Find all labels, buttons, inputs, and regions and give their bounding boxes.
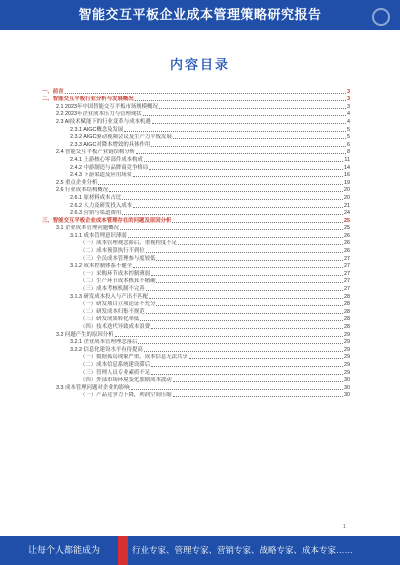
toc-leader-dots [133,176,343,177]
toc-entry[interactable] [42,270,350,278]
toc-entry-page: 27 [344,263,350,270]
table-of-contents [42,88,350,399]
toc-entry[interactable] [42,377,350,385]
toc-entry[interactable] [42,111,350,119]
toc-entry[interactable] [42,202,350,210]
toc-entry[interactable] [42,172,350,180]
toc-entry-page: 21 [344,202,350,209]
toc-entry-page: 28 [344,316,350,323]
report-footer [0,536,400,565]
toc-entry[interactable] [42,232,350,240]
toc-entry-label: 2.3.1 AIGC概念及发展 [70,126,124,133]
toc-entry-label: （三）全员成本管理参与度较低 [80,255,156,262]
report-header [0,0,400,30]
toc-entry-label: 2.1 2023年中国智能交互平板市场规模概况 [56,103,158,110]
toc-leader-dots [173,381,343,382]
toc-entry-label: 3.3 成本管理问题对企业的影响 [56,384,130,391]
toc-entry-page: 27 [344,286,350,293]
toc-entry[interactable] [42,118,350,126]
toc-entry-page: 29 [344,339,350,346]
toc-entry-page: 29 [344,354,350,361]
toc-entry[interactable] [42,156,350,164]
toc-entry[interactable] [42,278,350,286]
toc-entry-label: （一）成本管理观念滞后，重视程度不足 [80,240,178,247]
toc-entry-page: 4 [347,118,350,125]
toc-leader-dots [143,115,346,116]
toc-leader-dots [156,282,343,283]
toc-entry-label: （二）成本信息系统建设滞后 [80,361,151,368]
toc-entry-label: 2.4.1 上游核心零部件成本构成 [70,156,143,163]
toc-entry-label: 3.2 问题产生的原因分析 [56,331,114,338]
toc-leader-dots [98,184,343,185]
toc-entry-page: 24 [344,210,350,217]
toc-entry-label: 2.3 AI技术赋能下的行业变革与成本机遇 [56,118,151,125]
toc-entry-label: 一、前言 [42,88,64,95]
toc-entry-page: 27 [344,255,350,262]
toc-entry[interactable] [42,263,350,271]
toc-leader-dots [131,389,343,390]
toc-entry-label: 2.6.2 人力及研发投入成本 [70,202,133,209]
toc-entry[interactable] [42,88,350,96]
toc-leader-dots [151,146,346,147]
toc-leader-dots [140,320,343,321]
toc-entry-page: 3 [347,96,350,103]
toc-leader-dots [173,138,346,139]
toc-leader-dots [159,108,346,109]
toc-entry-page: 25 [344,217,350,224]
toc-entry-page: 26 [344,232,350,239]
toc-entry[interactable] [42,323,350,331]
toc-leader-dots [144,351,343,352]
toc-entry[interactable] [42,255,350,263]
toc-entry[interactable] [42,354,350,362]
toc-leader-dots [128,237,343,238]
toc-leader-dots [151,374,343,375]
toc-entry-page: 16 [344,172,350,179]
toc-leader-dots [152,123,346,124]
toc-entry-page: 3 [347,103,350,110]
toc-entry[interactable] [42,134,350,142]
toc-entry-page: 6 [347,141,350,148]
toc-entry-page: 5 [347,134,350,141]
toc-leader-dots [149,169,343,170]
toc-leader-dots [189,358,343,359]
toc-entry[interactable] [42,361,350,369]
toc-entry[interactable] [42,179,350,187]
toc-entry-label: （二）研发成本归集不规范 [80,308,145,315]
toc-entry-page: 8 [347,149,350,156]
toc-leader-dots [151,328,343,329]
toc-entry-label: 2.6.3 营销与渠道费用 [70,210,122,217]
toc-entry-page: 27 [344,270,350,277]
footer-tagline: 行业专家、管理专家、营销专家、战略专家、成本专家…… [132,545,354,555]
toc-entry[interactable] [42,285,350,293]
toc-entry-page: 29 [344,361,350,368]
toc-entry-page: 30 [344,392,350,399]
toc-leader-dots [115,336,343,337]
toc-entry[interactable] [42,96,350,104]
toc-leader-dots [136,153,346,154]
toc-entry[interactable] [42,331,350,339]
toc-entry-label: 2.2 2023年企业成本压力与管理现状 [56,111,142,118]
toc-leader-dots [144,161,344,162]
toc-entry-page: 27 [344,278,350,285]
toc-entry[interactable] [42,339,350,347]
toc-leader-dots [156,260,343,261]
toc-entry-label: （二）生产环节成本核算不精确 [80,278,156,285]
toc-entry[interactable] [42,164,350,172]
toc-leader-dots [151,275,343,276]
circle-logo-icon [372,8,390,26]
toc-leader-dots [124,131,346,132]
toc-entry-label: （二）成本预算执行不到位 [80,248,145,255]
toc-leader-dots [151,366,343,367]
toc-heading: 内容目录 [169,57,230,72]
toc-entry-page: 28 [344,308,350,315]
toc-entry-label: （四）技术迭代导致成本浪费 [80,324,151,330]
footer-slogan: 让每个人都能成为 [28,545,101,555]
toc-entry-label: 3.2.1 企业成本管理理念落后 [70,339,138,346]
toc-entry[interactable] [42,293,350,301]
toc-leader-dots [133,267,343,268]
page-number: 1 [343,524,346,530]
toc-leader-dots [122,214,343,215]
toc-entry-label: 2.4 智能交互平板产业链结构分析 [56,149,136,156]
toc-entry-page: 28 [344,293,350,300]
toc-entry[interactable] [42,384,350,392]
toc-leader-dots [146,290,343,291]
toc-entry[interactable] [42,247,350,255]
toc-entry[interactable] [42,240,350,248]
toc-entry-page: 11 [344,156,350,163]
toc-entry-label: （四）外部市场环境变化加剧成本波动 [80,377,172,384]
toc-entry-page: 14 [344,164,350,171]
toc-entry[interactable] [42,316,350,324]
toc-leader-dots [135,100,346,101]
toc-entry-page: 25 [344,225,350,232]
toc-leader-dots [122,199,343,200]
toc-entry-page: 29 [344,369,350,376]
toc-entry-page: 19 [344,179,350,186]
toc-entry[interactable] [42,225,350,233]
toc-entry[interactable] [42,301,350,309]
toc-entry-label: 3.2.2 信息化建设水平有待提高 [70,346,143,353]
toc-entry-label: 三、智能交互平板企业成本管理存在的问题及原因分析 [42,217,172,224]
toc-entry-label: （一）采购环节成本控制薄弱 [80,270,151,277]
toc-leader-dots [146,252,343,253]
toc-leader-dots [149,298,343,299]
toc-entry[interactable] [42,346,350,354]
toc-entry[interactable] [42,149,350,157]
toc-entry-label: 2.6 行业成本结构概况 [56,187,109,194]
toc-leader-dots [172,222,343,223]
toc-entry-label: （一）产品竞争力下降，利润空间压缩 [80,392,172,399]
toc-leader-dots [178,244,343,245]
toc-entry[interactable] [42,308,350,316]
toc-entry-label: （一）数据孤岛现象严重，成本信息无法共享 [80,354,188,361]
toc-entry-label: 2.3.3 AIGC对降本增效的具体作用 [70,141,151,148]
toc-entry-label: 2.3.2 AIGC驱动视频会议及生产力平板发展 [70,134,172,141]
toc-entry-page: 29 [344,346,350,353]
report-title: 智能交互平板企业成本管理策略研究报告 [78,7,322,22]
toc-entry-page: 20 [344,187,350,194]
toc-leader-dots [138,343,343,344]
toc-entry-label: 3.1.2 成本控制体系不健全 [70,263,133,270]
toc-entry-label: （三）研发成果转化率低 [80,316,140,323]
toc-entry-page: 29 [344,331,350,338]
toc-entry-label: 2.5 重点企业分析 [56,179,98,186]
toc-leader-dots [173,396,343,397]
toc-leader-dots [133,207,343,208]
toc-entry[interactable] [42,141,350,149]
toc-entry[interactable] [42,392,350,400]
toc-entry-page: 20 [344,194,350,201]
toc-entry-page: 26 [344,240,350,247]
toc-entry-page: 5 [347,126,350,133]
toc-entry-page: 30 [344,377,350,384]
toc-leader-dots [120,229,343,230]
toc-entry[interactable] [42,194,350,202]
toc-entry[interactable] [42,210,350,218]
toc-entry-page: 26 [344,248,350,255]
toc-leader-dots [156,305,343,306]
toc-leader-dots [65,93,346,94]
toc-entry-label: 3.1.3 研发成本投入与产出不匹配 [70,293,149,300]
toc-entry-label: 3.1.1 成本管理意识薄弱 [70,232,127,239]
toc-entry-label: 2.6.1 原材料成本占比 [70,194,122,201]
toc-leader-dots [146,313,343,314]
toc-entry-label: 二、智能交互平板行业分析与发展概况 [42,96,134,103]
toc-entry-label: 3.1 企业成本管理问题概况 [56,225,119,232]
footer-accent-bar [118,536,128,565]
toc-entry-label: （一）研发项目立项论证不充分 [80,301,156,308]
toc-entry-page: 3 [347,88,350,95]
toc-entry-label: （三）管理人员专业素质不足 [80,369,151,376]
toc-entry-label: 2.4.3 下游渠道及应用场景 [70,172,133,179]
toc-entry-page: 30 [344,384,350,391]
toc-leader-dots [109,191,343,192]
toc-entry-page: 28 [344,301,350,308]
toc-entry[interactable] [42,103,350,111]
toc-entry-page: 28 [344,324,350,330]
toc-entry[interactable] [42,187,350,195]
toc-entry[interactable] [42,217,350,225]
toc-entry-page: 4 [347,111,350,118]
toc-entry[interactable] [42,369,350,377]
toc-entry-label: （三）成本考核机制不完善 [80,286,145,293]
toc-entry[interactable] [42,126,350,134]
toc-entry-label: 2.4.2 中游制造与品牌商竞争格局 [70,164,149,171]
